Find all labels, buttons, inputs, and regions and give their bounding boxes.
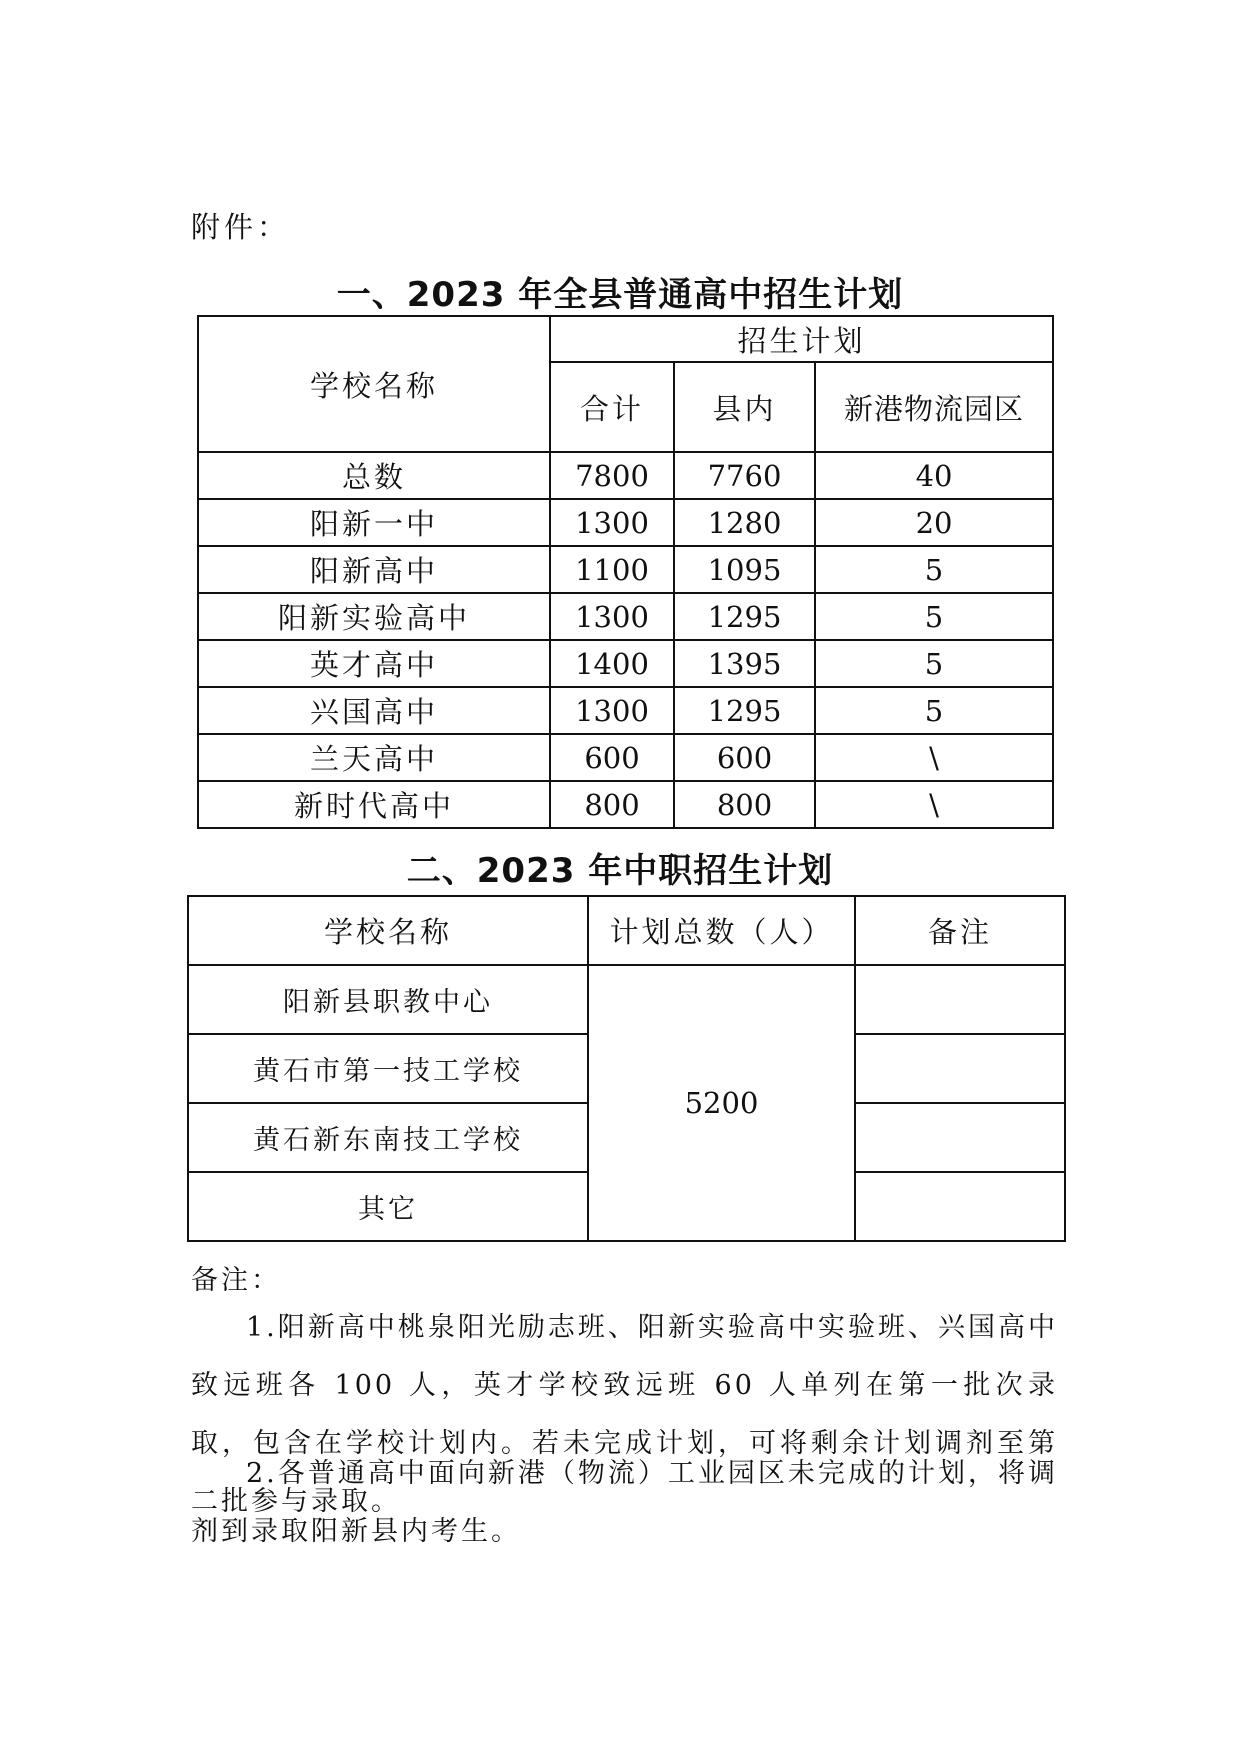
total-value: 800 xyxy=(550,781,674,828)
table1-header-row-1 xyxy=(198,316,1053,362)
county-value: 1395 xyxy=(674,640,815,687)
xingang-value: 5 xyxy=(815,640,1053,687)
county-value: 800 xyxy=(674,781,815,828)
header-remark: 备注 xyxy=(855,896,1065,965)
notes-title: 备注： xyxy=(191,1265,281,1296)
total-value: 1300 xyxy=(550,593,674,640)
table1-title: 一、2023 年全县普通高中招生计划 xyxy=(336,275,904,315)
total-value: 1100 xyxy=(550,546,674,593)
school-name: 黄石市第一技工学校 xyxy=(188,1034,588,1103)
table-row xyxy=(198,452,1053,499)
table-row xyxy=(198,640,1053,687)
remark-cell xyxy=(855,1034,1065,1103)
remark-cell xyxy=(855,965,1065,1034)
note-item-2: 2.各普通高中面向新港（物流）工业园区未完成的计划，将调剂到录取阳新县内考生。 xyxy=(191,1458,1058,1547)
school-name: 阳新一中 xyxy=(198,499,550,546)
header-plan-total: 计划总数（人） xyxy=(588,896,855,965)
county-value: 7760 xyxy=(674,452,815,499)
school-name: 阳新实验高中 xyxy=(198,593,550,640)
note-item-1: 1.阳新高中桃泉阳光励志班、阳新实验高中实验班、兴国高中致远班各 100 人，英才学校致远班 60 人单列在第一批次录取，包含在学校计划内。若未完成计划，可将剩余计划调剂至第二批参与录取。 xyxy=(191,1312,1058,1517)
header-total: 合计 xyxy=(550,362,674,452)
xingang-value: 5 xyxy=(815,687,1053,734)
xingang-value: \ xyxy=(815,734,1053,781)
high-school-enrollment-table xyxy=(197,315,1054,829)
attachment-label: 附件： xyxy=(191,210,291,244)
county-value: 1095 xyxy=(674,546,815,593)
table-row xyxy=(198,499,1053,546)
remark-cell xyxy=(855,1103,1065,1172)
xingang-value: 5 xyxy=(815,593,1053,640)
total-value: 7800 xyxy=(550,452,674,499)
xingang-value: 20 xyxy=(815,499,1053,546)
school-name: 其它 xyxy=(188,1172,588,1241)
plan-total-value: 5200 xyxy=(588,965,855,1241)
table-row xyxy=(198,781,1053,828)
county-value: 1295 xyxy=(674,593,815,640)
school-name: 英才高中 xyxy=(198,640,550,687)
total-value: 1400 xyxy=(550,640,674,687)
school-name: 兰天高中 xyxy=(198,734,550,781)
table-row xyxy=(198,593,1053,640)
header-school-name: 学校名称 xyxy=(188,896,588,965)
county-value: 1280 xyxy=(674,499,815,546)
table-row xyxy=(198,734,1053,781)
table-row xyxy=(198,687,1053,734)
total-value: 1300 xyxy=(550,687,674,734)
school-name: 黄石新东南技工学校 xyxy=(188,1103,588,1172)
xingang-value: \ xyxy=(815,781,1053,828)
county-value: 1295 xyxy=(674,687,815,734)
xingang-value: 40 xyxy=(815,452,1053,499)
vocational-enrollment-table xyxy=(187,895,1066,1242)
table2-title: 二、2023 年中职招生计划 xyxy=(406,851,834,891)
table-row xyxy=(198,546,1053,593)
total-value: 1300 xyxy=(550,499,674,546)
remark-cell xyxy=(855,1172,1065,1241)
school-name: 阳新高中 xyxy=(198,546,550,593)
total-value: 600 xyxy=(550,734,674,781)
county-value: 600 xyxy=(674,734,815,781)
xingang-value: 5 xyxy=(815,546,1053,593)
school-name: 阳新县职教中心 xyxy=(188,965,588,1034)
header-enrollment-plan: 招生计划 xyxy=(550,316,1053,362)
table-row xyxy=(188,965,1065,1034)
table2-header-row xyxy=(188,896,1065,965)
school-name: 兴国高中 xyxy=(198,687,550,734)
school-name: 新时代高中 xyxy=(198,781,550,828)
header-xingang: 新港物流园区 xyxy=(815,362,1053,452)
school-name: 总数 xyxy=(198,452,550,499)
header-school-name: 学校名称 xyxy=(198,316,550,452)
header-county: 县内 xyxy=(674,362,815,452)
